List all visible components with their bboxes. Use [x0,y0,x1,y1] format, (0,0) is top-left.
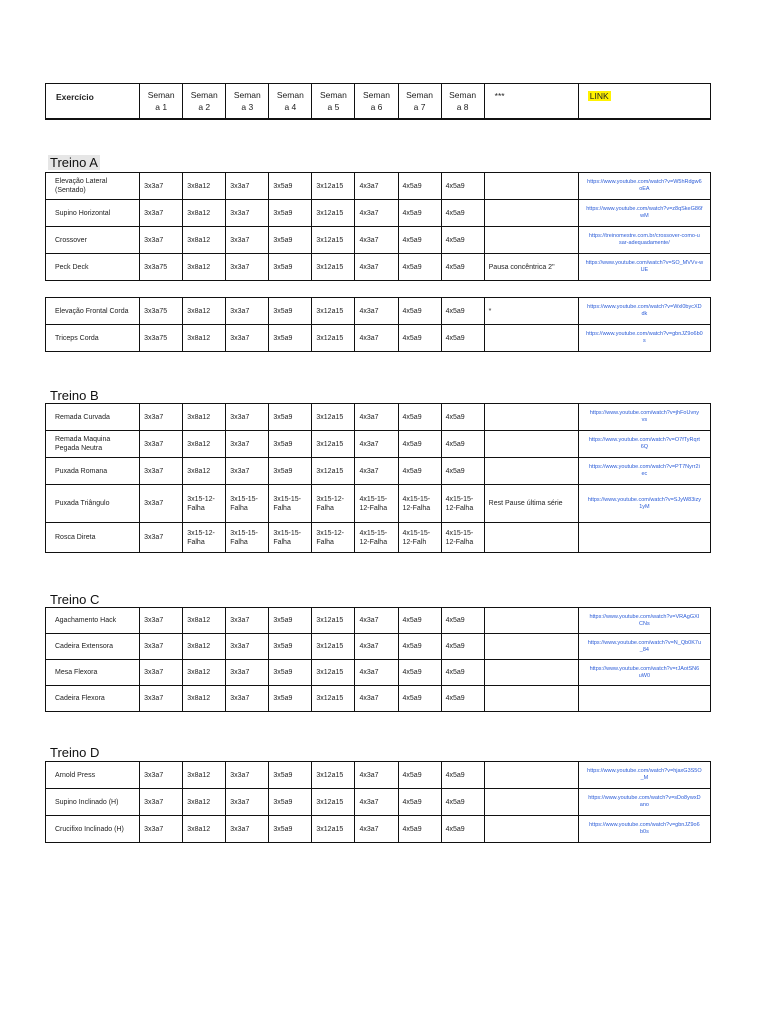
table-row [46,660,711,686]
exercise-name: Puxada Romana [46,458,140,485]
week-4-cell: 3x15-15-Falha [269,485,312,523]
week-5-cell: 3x12a15 [312,789,355,816]
week-7-cell: 4x5a9 [398,298,441,325]
week-5-cell: 3x12a15 [312,608,355,634]
week-4-cell: 3x5a9 [269,431,312,458]
week-4-cell: 3x5a9 [269,686,312,712]
video-link-line-1: https://www.youtube.com/watch?v=PT7Nyrr2i [588,464,700,470]
exercise-name: Elevação Lateral (Sentado) [46,173,140,200]
exercise-name: Remada Curvada [46,404,140,431]
table-row [46,404,711,431]
video-link-line-2: ano [639,802,649,808]
table-row [46,173,711,200]
header-week-8: Seman a 8 [441,84,484,120]
week-5-cell: 3x12a15 [312,325,355,352]
week-7-cell: 4x5a9 [398,816,441,843]
week-6-cell: 4x3a7 [355,173,398,200]
week-1-cell: 3x3a7 [140,431,183,458]
notes-cell [484,227,578,254]
week-8-cell: 4x5a9 [441,762,484,789]
week-3-cell: 3x3a7 [226,227,269,254]
week-7-cell: 4x5a9 [398,200,441,227]
table-row [46,298,711,325]
video-link-line-2: _M [640,775,649,781]
week-1-cell: 3x3a7 [140,762,183,789]
video-link-line-2: 6Q [640,444,649,450]
video-link-line-2: dk [641,311,648,317]
week-8-cell: 4x5a9 [441,458,484,485]
table-treino-d [45,761,711,843]
week-6-cell: 4x3a7 [355,404,398,431]
week-7-cell: 4x5a9 [398,227,441,254]
week-7-cell: 4x5a9 [398,458,441,485]
video-link[interactable] [578,254,710,281]
week-4-cell: 3x5a9 [269,608,312,634]
week-3-cell: 3x3a7 [226,686,269,712]
header-week-2: Seman a 2 [183,84,226,120]
table-row [46,608,711,634]
notes-cell [484,789,578,816]
table-row [46,431,711,458]
week-4-cell: 3x5a9 [269,200,312,227]
header-week-6: Seman a 6 [355,84,398,120]
table-row [46,523,711,553]
week-2-cell: 3x15-12-Falha [183,485,226,523]
exercise-name: Supino Inclinado (H) [46,789,140,816]
week-4-cell: 3x5a9 [269,458,312,485]
week-1-cell: 3x3a7 [140,634,183,660]
week-4-cell: 3x5a9 [269,762,312,789]
table-row [46,789,711,816]
week-5-cell: 3x12a15 [312,254,355,281]
week-8-cell: 4x5a9 [441,789,484,816]
week-3-cell: 3x3a7 [226,404,269,431]
video-link-line-1: https://www.youtube.com/watch?v=rJAotSN6 [589,665,700,672]
week-1-cell: 3x3a7 [140,200,183,227]
week-6-cell: 4x3a7 [355,789,398,816]
notes-cell: Pausa concêntrica 2" [484,254,578,281]
table-treino-a [45,172,711,281]
notes-cell [484,431,578,458]
week-4-cell: 3x5a9 [269,173,312,200]
week-6-cell: 4x3a7 [355,200,398,227]
exercise-name: Cadeira Flexora [46,686,140,712]
week-1-cell: 3x3a7 [140,816,183,843]
video-link-line-2: ec [641,471,648,477]
video-link[interactable] [578,325,710,352]
week-2-cell: 3x8a12 [183,173,226,200]
week-2-cell: 3x8a12 [183,686,226,712]
notes-cell [484,686,578,712]
week-1-cell: 3x3a7 [140,404,183,431]
week-7-cell: 4x5a9 [398,762,441,789]
notes-cell [484,325,578,352]
week-3-cell: 3x3a7 [226,762,269,789]
table-row [46,254,711,281]
video-link[interactable] [578,485,710,523]
notes-cell [484,660,578,686]
week-2-cell: 3x8a12 [183,458,226,485]
week-1-cell: 3x3a7 [140,523,183,553]
week-8-cell: 4x5a9 [441,634,484,660]
table-treino-a-extra [45,297,711,352]
video-link-line-2: uW0 [638,672,651,679]
exercise-name: Supino Horizontal [46,200,140,227]
header-link [578,84,710,120]
video-link-line-2: wM [640,213,649,219]
week-6-cell: 4x3a7 [355,608,398,634]
exercise-name: Agachamento Hack [46,608,140,634]
video-link-line-1: https://www.youtube.com/watch?v=jhFoUvny [589,410,700,416]
table-row [46,686,711,712]
video-link[interactable] [578,660,710,686]
week-3-cell: 3x3a7 [226,634,269,660]
exercise-name: Peck Deck [46,254,140,281]
notes-cell [484,634,578,660]
week-8-cell: 4x5a9 [441,254,484,281]
week-4-cell: 3x5a9 [269,227,312,254]
table-row [46,634,711,660]
table-row [46,325,711,352]
header-week-5: Seman a 5 [312,84,355,120]
exercise-name: Cadeira Extensora [46,634,140,660]
week-2-cell: 3x8a12 [183,298,226,325]
week-6-cell: 4x3a7 [355,458,398,485]
exercise-name: Remada Maquina Pegada Neutra [46,431,140,458]
week-1-cell: 3x3a75 [140,254,183,281]
exercise-name: Triceps Corda [46,325,140,352]
week-5-cell: 3x12a15 [312,404,355,431]
week-8-cell: 4x5a9 [441,173,484,200]
week-5-cell: 3x12a15 [312,660,355,686]
week-1-cell: 3x3a7 [140,660,183,686]
week-6-cell: 4x3a7 [355,298,398,325]
week-1-cell: 3x3a7 [140,485,183,523]
week-6-cell: 4x15-15-12-Falha [355,485,398,523]
video-link[interactable] [578,789,710,816]
week-5-cell: 3x12a15 [312,458,355,485]
week-3-cell: 3x3a7 [226,431,269,458]
exercise-name: Arnold Press [46,762,140,789]
video-link[interactable] [578,227,710,254]
notes-cell [484,762,578,789]
video-link[interactable] [578,458,710,485]
week-5-cell: 3x12a15 [312,762,355,789]
week-6-cell: 4x3a7 [355,254,398,281]
week-4-cell: 3x15-15-Falha [269,523,312,553]
notes-cell [484,173,578,200]
section-title-treino-b: Treino B [50,388,99,403]
notes-cell [484,200,578,227]
week-3-cell: 3x3a7 [226,660,269,686]
video-link[interactable] [578,298,710,325]
video-link[interactable] [578,173,710,200]
week-4-cell: 3x5a9 [269,816,312,843]
week-7-cell: 4x5a9 [398,173,441,200]
week-4-cell: 3x5a9 [269,789,312,816]
week-5-cell: 3x12a15 [312,816,355,843]
week-3-cell: 3x3a7 [226,325,269,352]
header-exercise: Exercício [46,84,140,120]
table-treino-c [45,607,711,712]
week-3-cell: 3x3a7 [226,254,269,281]
week-7-cell: 4x5a9 [398,254,441,281]
week-6-cell: 4x15-15-12-Falha [355,523,398,553]
week-7-cell: 4x5a9 [398,431,441,458]
week-8-cell: 4x5a9 [441,816,484,843]
week-3-cell: 3x3a7 [226,789,269,816]
week-5-cell: 3x12a15 [312,431,355,458]
week-3-cell: 3x3a7 [226,298,269,325]
video-link-line-1: https://www.youtube.com/watch?v=O7fTyRqrt [588,437,700,443]
week-8-cell: 4x5a9 [441,404,484,431]
week-2-cell: 3x8a12 [183,816,226,843]
video-link [578,523,710,553]
video-link-line-1: https://www.youtube.com/watch?v=W5hRdgw6 [587,179,702,185]
table-treino-b [45,403,711,553]
week-2-cell: 3x8a12 [183,200,226,227]
week-4-cell: 3x5a9 [269,660,312,686]
week-1-cell: 3x3a75 [140,325,183,352]
notes-cell [484,816,578,843]
video-link-line-1: https://www.youtube.com/watch?v=Wxl0bycXD [587,304,702,310]
week-7-cell: 4x5a9 [398,634,441,660]
week-2-cell: 3x8a12 [183,254,226,281]
video-link-line-1: https://www.youtube.com/watch?v=gbnJZ9o6b0 [586,331,703,337]
notes-cell [484,523,578,553]
section-title-treino-d: Treino D [50,745,100,760]
video-link-line-2: b0s [639,829,649,835]
week-1-cell: 3x3a7 [140,458,183,485]
week-8-cell: 4x5a9 [441,227,484,254]
week-7-cell: 4x5a9 [398,404,441,431]
week-5-cell: 3x12a15 [312,298,355,325]
table-row [46,458,711,485]
week-3-cell: 3x3a7 [226,200,269,227]
video-link-line-1: https://www.youtube.com/watch?v=z8qSkeG86f [586,206,703,212]
week-2-cell: 3x8a12 [183,789,226,816]
week-4-cell: 3x5a9 [269,325,312,352]
week-5-cell: 3x12a15 [312,686,355,712]
video-link-line-2: oEA [639,186,650,192]
week-6-cell: 4x3a7 [355,227,398,254]
exercise-name: Crucifixo Inclinado (H) [46,816,140,843]
week-6-cell: 4x3a7 [355,816,398,843]
week-5-cell: 3x12a15 [312,173,355,200]
week-3-cell: 3x3a7 [226,816,269,843]
week-6-cell: 4x3a7 [355,686,398,712]
header-table [45,83,711,120]
week-5-cell: 3x12a15 [312,200,355,227]
video-link-line-2: UE [640,267,649,273]
week-4-cell: 3x5a9 [269,254,312,281]
header-row [46,84,711,120]
week-3-cell: 3x15-15-Falha [226,485,269,523]
video-link-line-1: https://www.youtube.com/watch?v=SO_MVVv-w [585,260,704,266]
week-2-cell: 3x8a12 [183,227,226,254]
video-link-line-1: https://treinomestre.com.br/crossover-como-u [588,233,700,239]
video-link-line-2: s [643,338,646,344]
table-row [46,762,711,789]
week-1-cell: 3x3a75 [140,298,183,325]
video-link[interactable] [578,404,710,431]
week-6-cell: 4x3a7 [355,634,398,660]
week-4-cell: 3x5a9 [269,634,312,660]
exercise-name: Rosca Direta [46,523,140,553]
week-8-cell: 4x5a9 [441,298,484,325]
video-link-line-2: vs [641,417,648,423]
week-8-cell: 4x5a9 [441,325,484,352]
week-7-cell: 4x5a9 [398,789,441,816]
notes-cell: Rest Pause última série [484,485,578,523]
header-week-4: Seman a 4 [269,84,312,120]
video-link-line-2: CNs [639,620,650,627]
video-link[interactable] [578,762,710,789]
table-row [46,485,711,523]
week-8-cell: 4x5a9 [441,608,484,634]
week-1-cell: 3x3a7 [140,789,183,816]
week-7-cell: 4x5a9 [398,660,441,686]
week-8-cell: 4x15-15-12-Falha [441,523,484,553]
exercise-name: Crossover [46,227,140,254]
video-link-line-1: https://www.youtube.com/watch?v=N_Qb0K7u [587,639,702,646]
notes-cell [484,458,578,485]
video-link[interactable] [578,608,710,634]
section-title-treino-a: Treino A [50,155,98,170]
week-4-cell: 3x5a9 [269,404,312,431]
table-row [46,200,711,227]
week-3-cell: 3x3a7 [226,458,269,485]
week-3-cell: 3x3a7 [226,608,269,634]
notes-cell: * [484,298,578,325]
video-link-line-1: https://www.youtube.com/watch?v=sDo8ywxD [588,795,701,801]
week-1-cell: 3x3a7 [140,227,183,254]
notes-cell [484,404,578,431]
week-2-cell: 3x8a12 [183,634,226,660]
video-link-line-2: sar-adequadamente/ [619,240,670,246]
video-link-line-1: https://www.youtube.com/watch?v=VRAgGXI [589,613,700,620]
week-6-cell: 4x3a7 [355,325,398,352]
link-highlight: LINK [589,91,609,101]
video-link-line-1: https://www.youtube.com/watch?v=SJyW83izy [587,496,702,503]
exercise-name: Puxada Triângulo [46,485,140,523]
week-7-cell: 4x15-15-12-Falha [398,485,441,523]
header-week-3: Seman a 3 [226,84,269,120]
week-8-cell: 4x15-15-12-Falha [441,485,484,523]
exercise-name: Mesa Flexora [46,660,140,686]
table-row [46,227,711,254]
week-3-cell: 3x3a7 [226,173,269,200]
week-2-cell: 3x8a12 [183,404,226,431]
exercise-name: Elevação Frontal Corda [46,298,140,325]
video-link-line-2: 1yM [639,503,650,510]
week-7-cell: 4x5a9 [398,608,441,634]
week-8-cell: 4x5a9 [441,200,484,227]
week-2-cell: 3x8a12 [183,325,226,352]
week-5-cell: 3x12a15 [312,634,355,660]
week-8-cell: 4x5a9 [441,660,484,686]
week-1-cell: 3x3a7 [140,686,183,712]
notes-cell [484,608,578,634]
week-5-cell: 3x15-12-Falha [312,485,355,523]
week-7-cell: 4x15-15-12-Falh [398,523,441,553]
week-6-cell: 4x3a7 [355,762,398,789]
week-7-cell: 4x5a9 [398,325,441,352]
header-week-7: Seman a 7 [398,84,441,120]
week-8-cell: 4x5a9 [441,431,484,458]
week-5-cell: 3x15-12-Falha [312,523,355,553]
week-6-cell: 4x3a7 [355,660,398,686]
week-2-cell: 3x8a12 [183,660,226,686]
week-2-cell: 3x8a12 [183,608,226,634]
video-link[interactable] [578,200,710,227]
week-3-cell: 3x15-15-Falha [226,523,269,553]
video-link[interactable] [578,816,710,843]
video-link[interactable] [578,634,710,660]
week-7-cell: 4x5a9 [398,686,441,712]
week-2-cell: 3x15-12-Falha [183,523,226,553]
week-5-cell: 3x12a15 [312,227,355,254]
week-2-cell: 3x8a12 [183,762,226,789]
video-link [578,686,710,712]
section-title-treino-c: Treino C [50,592,100,607]
week-4-cell: 3x5a9 [269,298,312,325]
video-link[interactable] [578,431,710,458]
week-1-cell: 3x3a7 [140,173,183,200]
week-6-cell: 4x3a7 [355,431,398,458]
week-1-cell: 3x3a7 [140,608,183,634]
video-link-line-1: https://www.youtube.com/watch?v=gbnJZ9o6 [589,822,700,828]
header-notes: *** [484,84,578,120]
header-week-1: Seman a 1 [140,84,183,120]
week-8-cell: 4x5a9 [441,686,484,712]
table-row [46,816,711,843]
week-2-cell: 3x8a12 [183,431,226,458]
video-link-line-1: https://www.youtube.com/watch?v=hjaxG3S5O [587,768,702,774]
video-link-line-2: _84 [639,646,649,653]
